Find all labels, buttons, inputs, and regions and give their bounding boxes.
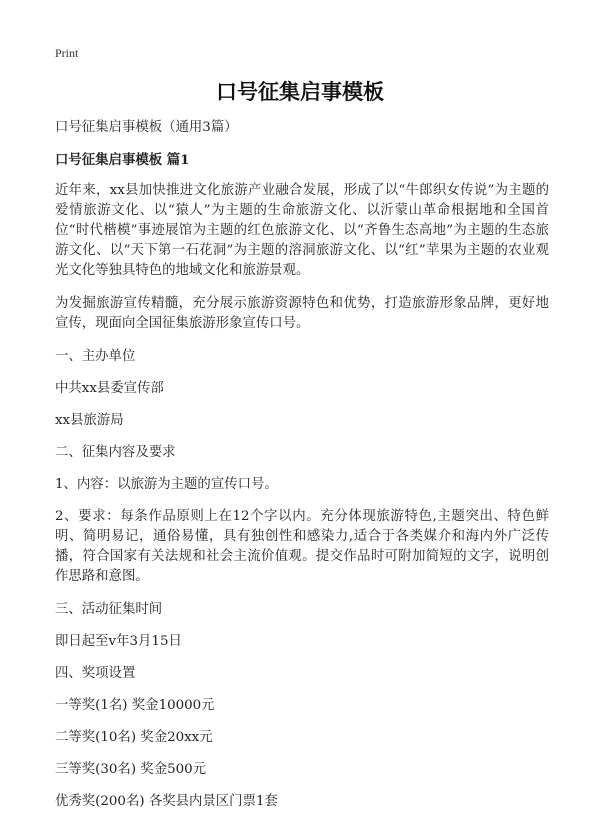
section-heading: 口号征集启事模板 篇1 xyxy=(55,152,190,168)
award-item: 优秀奖(200名) 各奖县内景区门票1套 xyxy=(55,794,278,809)
content-item: 1、内容：以旅游为主题的宣传口号。 xyxy=(55,477,278,492)
document-title: 口号征集启事模板 xyxy=(216,79,384,104)
award-item: 一等奖(1名) 奖金10000元 xyxy=(55,698,215,713)
intro-paragraph: 近年来，xx县加快推进文化旅游产业融合发展，形成了以“牛郎织女传说”为主题的爱情旅游文化、以“猿人”为主题的生命旅游文化、以沂蒙山革命根据地和全国首位“时代楷模”事迹展馆为主题的红色旅游文化、以“齐鲁生态高地”为主题的生态旅游文化、以“天下第一石花洞”为主题的溶洞旅游文化、以“红”苹果为主题的农业观光文化等独具特色的地域文化和旅游景观。 xyxy=(55,183,549,278)
organizer-heading: 一、主办单位 xyxy=(55,349,136,364)
purpose-paragraph: 为发掘旅游宣传精髓，充分展示旅游资源特色和优势，打造旅游形象品牌，更好地宣传，现面向全国征集旅游形象宣传口号。 xyxy=(55,296,549,331)
organizer-item: 中共xx县委宣传部 xyxy=(55,381,164,396)
document-body xyxy=(55,118,549,824)
award-item: 二等奖(10名) 奖金20xx元 xyxy=(55,730,213,745)
awards-heading: 四、奖项设置 xyxy=(55,666,136,681)
organizer-item: xx县旅游局 xyxy=(55,413,124,428)
requirements-paragraph: 2、要求：每条作品原则上在12个字以内。充分体现旅游特色,主题突出、特色鲜明、简明易记，通俗易懂，具有独创性和感染力,适合于各类媒介和海内外广泛传播，符合国家有关法规和社会主流价值观。提交作品时可附加简短的文字，说明创作思路和意图。 xyxy=(55,509,549,584)
print-link[interactable]: Print xyxy=(55,46,79,60)
collection-time-heading: 三、活动征集时间 xyxy=(55,602,163,617)
content-requirements-heading: 二、征集内容及要求 xyxy=(55,445,176,460)
collection-time-value: 即日起至v年3月15日 xyxy=(55,634,182,649)
award-item: 三等奖(30名) 奖金500元 xyxy=(55,762,207,777)
document-subtitle: 口号征集启事模板（通用3篇） xyxy=(55,120,238,135)
